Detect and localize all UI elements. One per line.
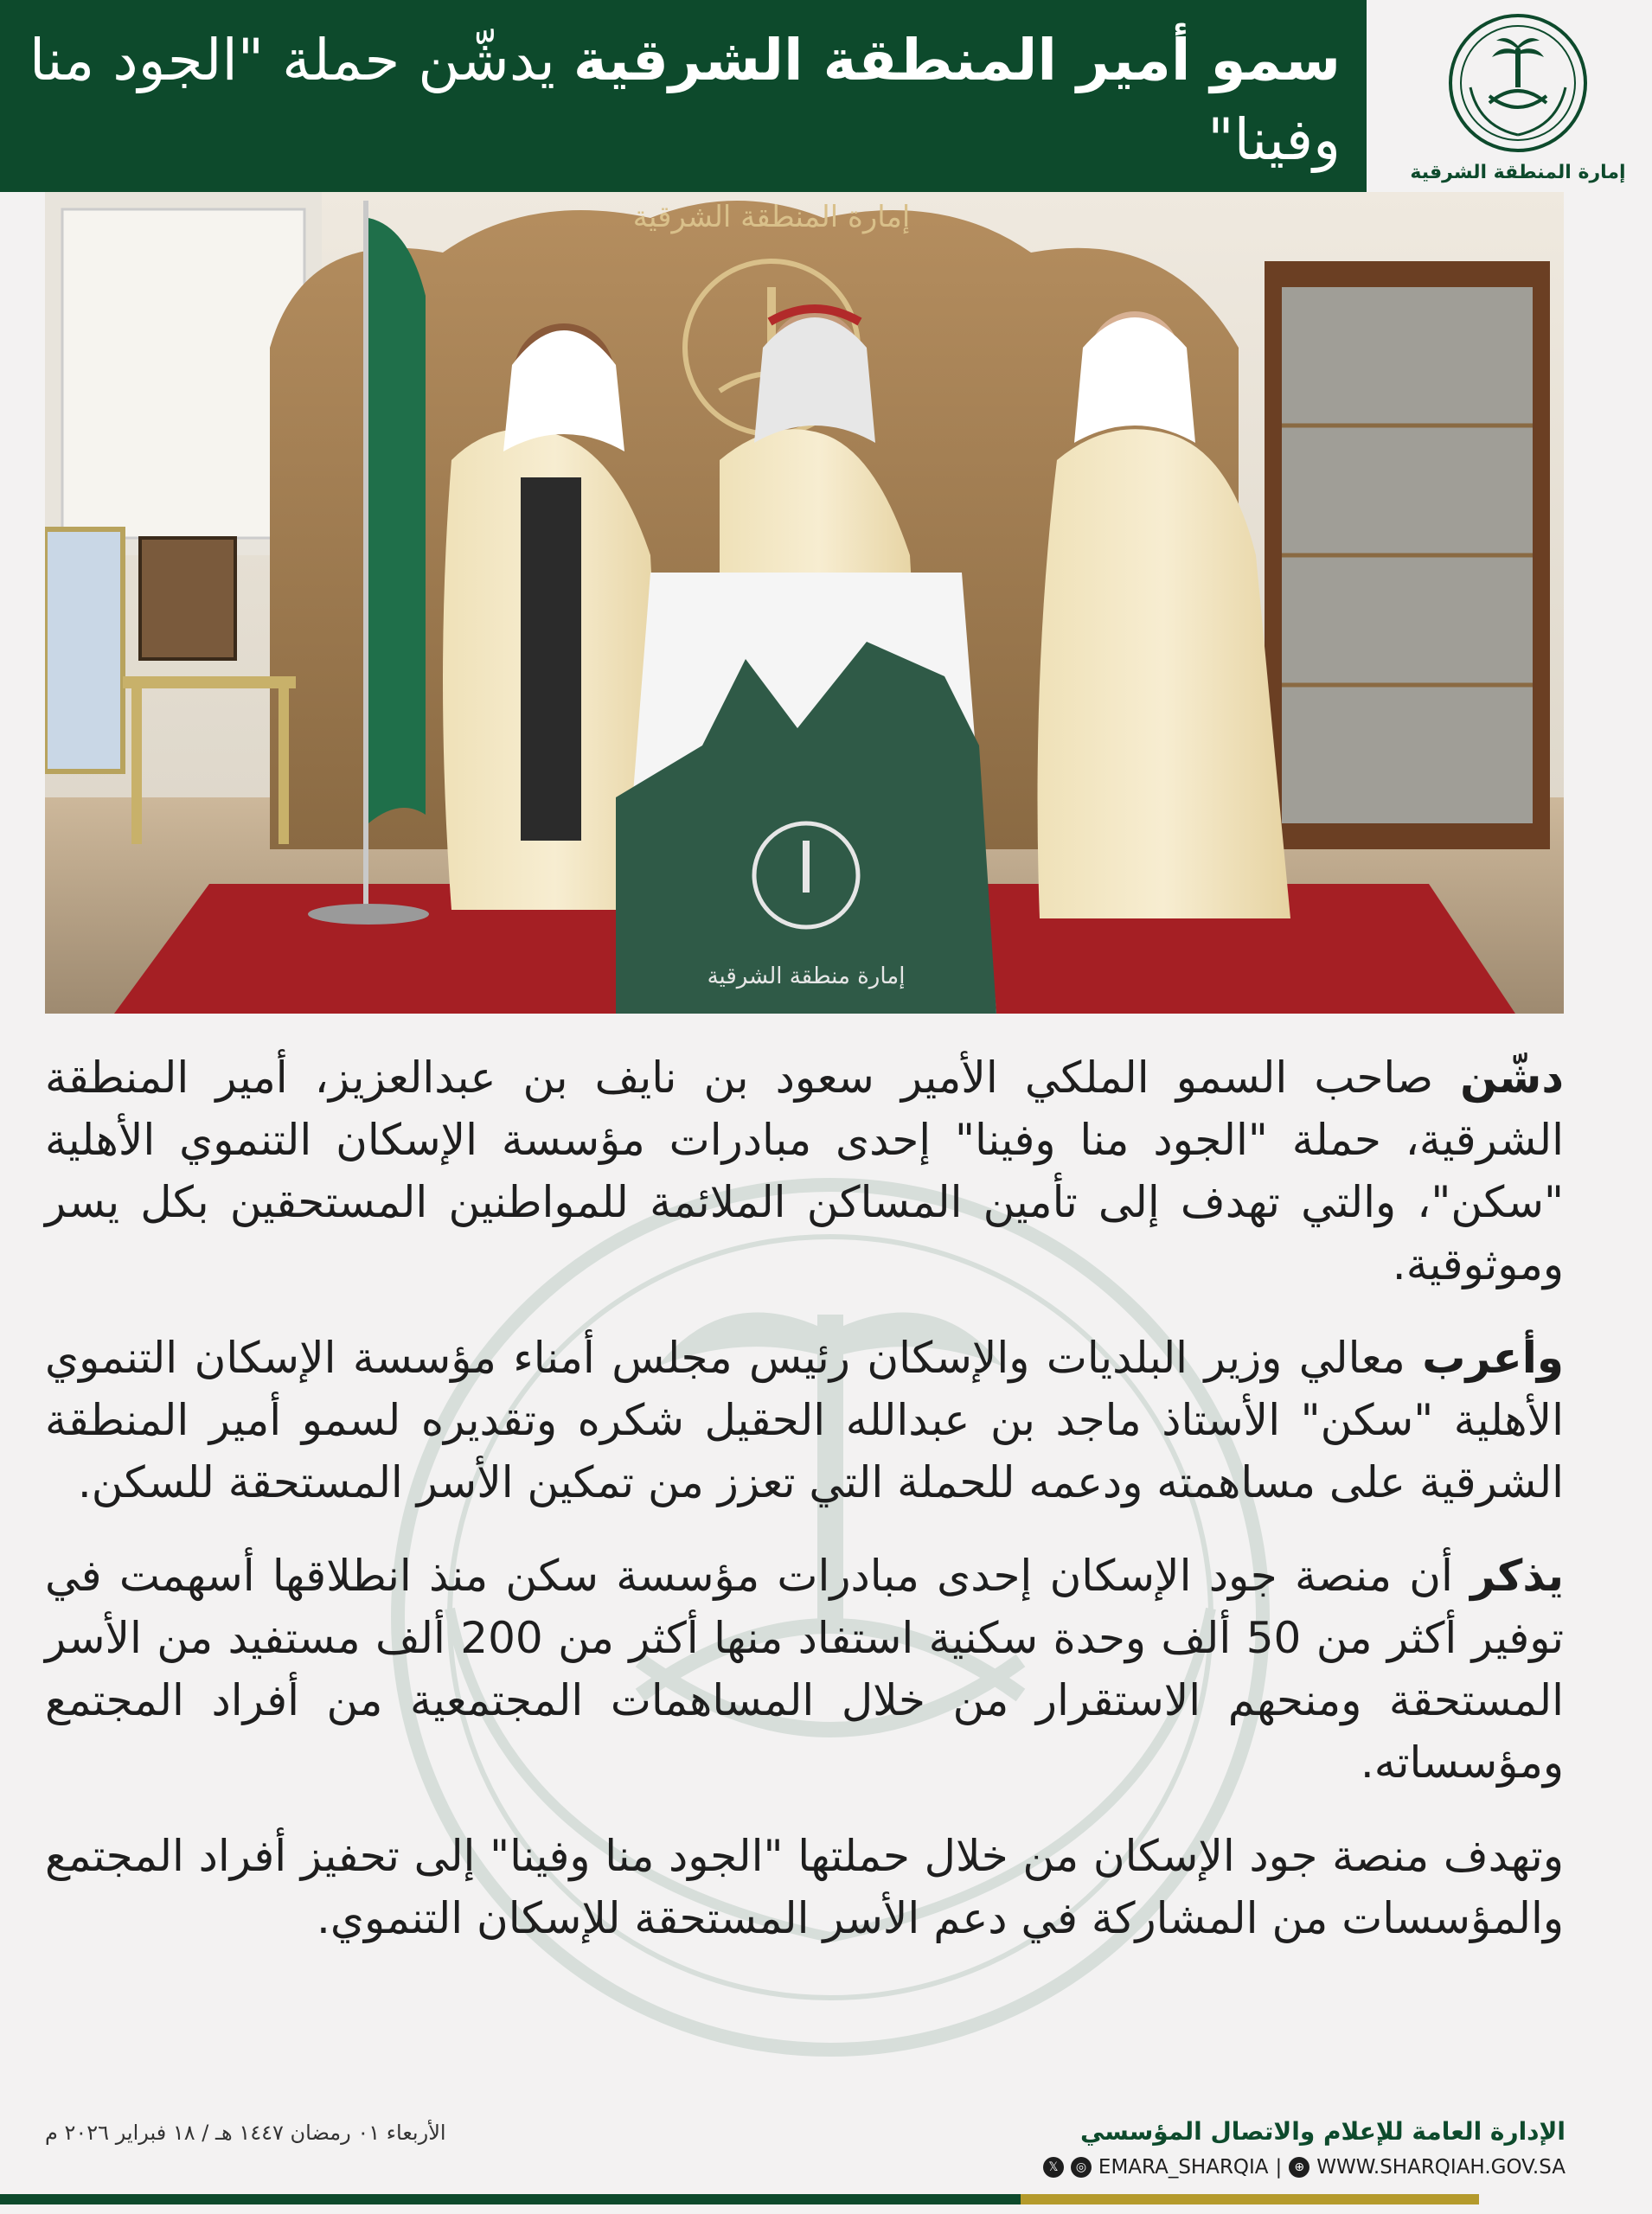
emblem-icon xyxy=(1444,10,1591,157)
paragraph-text: معالي وزير البلديات والإسكان رئيس مجلس أمناء مؤسسة الإسكان التنموي الأهلية "سكن" الأستاذ ماجد بن عبدالله الحقيل شكره وتقديره لسمو أمير المنطقة الشرقية على مساهمته ودعمه للحملة التي تعزز من تمكين الأسر المستحقة للسكن. xyxy=(45,1333,1564,1507)
paragraph-lead: وأعرب xyxy=(1422,1333,1564,1383)
paragraph-lead: دشّن xyxy=(1460,1053,1564,1103)
title-bold: سمو أمير المنطقة الشرقية xyxy=(573,27,1341,93)
header-banner xyxy=(0,0,1367,192)
paragraph-4 xyxy=(45,1825,1564,1949)
x-icon[interactable]: 𝕏 xyxy=(1043,2157,1064,2178)
wall-sign: إمارة المنطقة الشرقية xyxy=(632,200,911,234)
paragraph-lead: يذكر xyxy=(1470,1551,1564,1601)
title-rest: يدشّن حملة "الجود منا وفينا" xyxy=(29,27,1341,173)
publish-date: الأربعاء ٠١ رمضان ١٤٤٧ هـ / ١٨ فبراير ٢٠٢٦ م xyxy=(45,2121,446,2145)
footer-gold-bar xyxy=(1021,2194,1479,2204)
globe-icon: ⊕ xyxy=(1289,2157,1309,2178)
paragraph-text: وتهدف منصة جود الإسكان من خلال حملتها "الجود منا وفينا" إلى تحفيز أفراد المجتمع والمؤسسات من المشاركة في دعم الأسر المستحقة للإسكان التنموي. xyxy=(45,1831,1564,1943)
footer-org-block xyxy=(1043,2117,1566,2179)
social-handle[interactable]: EMARA_SHARQIA xyxy=(1098,2156,1269,2179)
footer-green-bar xyxy=(0,2194,1021,2204)
footer-links xyxy=(1043,2156,1566,2179)
paragraph-1 xyxy=(45,1046,1564,1296)
logo-caption: إمارة المنطقة الشرقية xyxy=(1410,161,1626,183)
launch-photo xyxy=(45,192,1564,1014)
page-title xyxy=(26,21,1341,180)
website-link[interactable]: WWW.SHARQIAH.GOV.SA xyxy=(1316,2156,1566,2179)
article-body xyxy=(45,1046,1564,1980)
instagram-icon[interactable]: ◎ xyxy=(1071,2157,1092,2178)
footer-separator: | xyxy=(1275,2156,1283,2179)
emirate-logo xyxy=(1384,0,1652,192)
paragraph-text: صاحب السمو الملكي الأمير سعود بن نايف بن عبدالعزيز، أمير المنطقة الشرقية، حملة "الجود منا وفينا" إحدى مبادرات مؤسسة الإسكان التنموي الأهلية "سكن"، والتي تهدف إلى تأمين المساكن الملائمة للمواطنين المستحقين بكل يسر وموثوقية. xyxy=(45,1053,1564,1289)
photo-illustration xyxy=(45,192,1564,1014)
podium-sign: إمارة منطقة الشرقية xyxy=(707,963,906,989)
paragraph-3 xyxy=(45,1545,1564,1794)
paragraph-text: أن منصة جود الإسكان إحدى مبادرات مؤسسة سكن منذ انطلاقها أسهمت في توفير أكثر من 50 ألف وحدة سكنية استفاد منها أكثر من 200 ألف مستفيد من الأسر المستحقة ومنحهم الاستقرار من خلال المساهمات المجتمعية من أفراد المجتمع ومؤسساته. xyxy=(45,1551,1565,1788)
paragraph-2 xyxy=(45,1327,1564,1513)
footer-org-name: الإدارة العامة للإعلام والاتصال المؤسسي xyxy=(1079,2117,1566,2146)
